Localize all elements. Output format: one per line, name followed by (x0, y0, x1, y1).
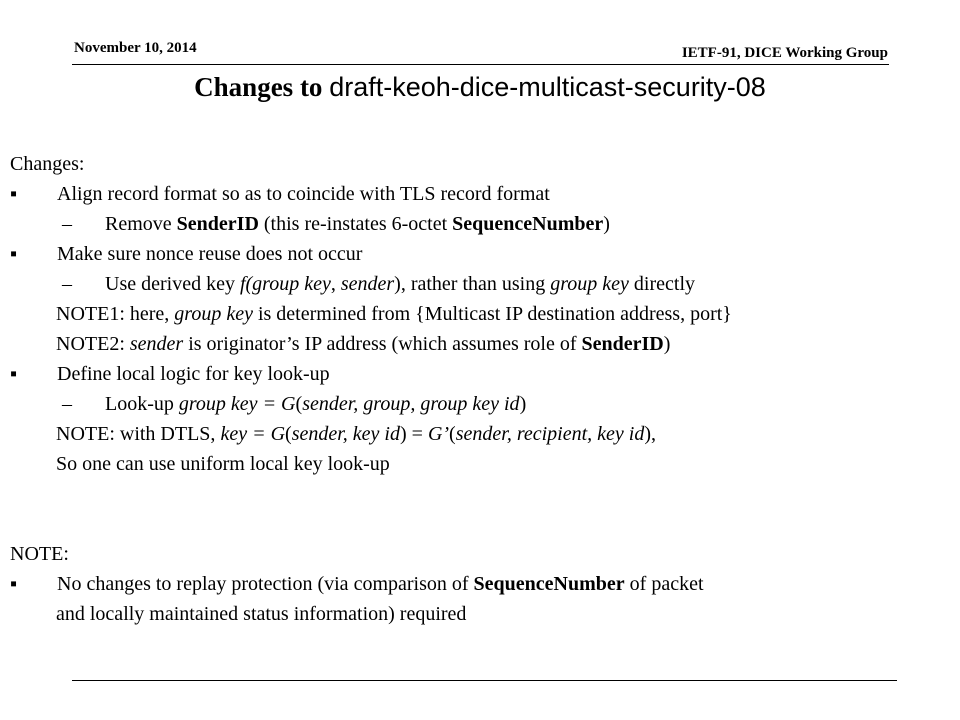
bullet-marker: ▪ (10, 183, 18, 205)
term-group-key: group key (550, 273, 629, 295)
term-sender: sender (129, 333, 184, 355)
text-run: (this re-instates 6-octet (258, 213, 453, 235)
text-run: is originator’s IP address (which assumes role of (183, 333, 582, 355)
bullet-text: Define local logic for key look-up (57, 363, 330, 385)
bullet-marker: ▪ (10, 573, 18, 595)
bullet-marker: ▪ (10, 243, 18, 265)
text-run: ( (449, 423, 456, 445)
text-run: ) (663, 333, 671, 355)
dash-derived-key (10, 269, 955, 299)
note-dtls-line (10, 419, 955, 449)
note1-line (10, 299, 955, 329)
text-run: ), (644, 423, 657, 445)
bullet-text: Align record format so as to coincide with TLS record format (57, 183, 550, 205)
term-sequencenumber: SequenceNumber (473, 573, 625, 595)
dash-marker: – (62, 213, 72, 235)
text-run: Look-up (105, 393, 179, 415)
dash-remove-senderid (10, 209, 955, 239)
text-run: ) = (399, 423, 428, 445)
term-group-key-g: group key = G (178, 393, 296, 415)
footer-divider (72, 680, 897, 681)
header-divider (72, 64, 889, 65)
term-sequencenumber: SequenceNumber (452, 213, 604, 235)
text-run: ( (295, 393, 303, 415)
text-run: , (330, 273, 341, 295)
text-run: Use derived key (105, 273, 240, 295)
term-g-prime: G’ (427, 423, 450, 445)
bullet-align-record-format (10, 179, 955, 209)
slide-body (10, 149, 955, 629)
text-run: Remove (105, 213, 177, 235)
dash-text (105, 269, 695, 299)
dash-marker: – (62, 393, 72, 415)
term-group-key: group key (174, 303, 253, 325)
text-run: No changes to replay protection (via comparison of (57, 573, 474, 595)
dash-marker: – (62, 273, 72, 295)
header-date: November 10, 2014 (74, 40, 197, 56)
note-heading: NOTE: (10, 543, 69, 565)
text-run: NOTE2: (56, 333, 130, 355)
title-prefix: Changes to (194, 72, 323, 102)
term-sender-recipient-keyid: sender, recipient, key id (455, 423, 645, 445)
dash-lookup-group-key (10, 389, 955, 419)
header-working-group: IETF-91, DICE Working Group (681, 45, 888, 61)
term-key-g: key = G (220, 423, 286, 445)
term-sender-keyid: sender, key id (291, 423, 400, 445)
bullet-marker: ▪ (10, 363, 18, 385)
text-run: ( (285, 423, 292, 445)
note2-line (10, 329, 955, 359)
dash-text (105, 209, 610, 239)
bullet-text (57, 569, 704, 599)
text-run: is determined from {Multicast IP destination address, port} (252, 303, 732, 325)
text-run: ) (519, 393, 527, 415)
term-sender: sender (340, 273, 395, 295)
bullet-nonce-reuse (10, 239, 955, 269)
text-run: NOTE: with DTLS, (56, 423, 221, 445)
text-run: ), rather than using (394, 273, 551, 295)
title-draft-name: draft-keoh-dice-multicast-security-08 (329, 72, 766, 102)
slide-title (0, 72, 960, 103)
text-run: of packet (624, 573, 704, 595)
term-sender-group-keyid: sender, group, group key id (302, 393, 520, 415)
changes-heading: Changes: (10, 153, 85, 175)
uniform-lookup-line: So one can use uniform local key look-up (56, 453, 390, 475)
text-run: NOTE1: here, (56, 303, 175, 325)
dash-text (105, 389, 526, 419)
bullet-key-lookup (10, 359, 955, 389)
text-run: directly (628, 273, 696, 295)
term-f-group-key: f(group key (239, 273, 331, 295)
section-spacer (10, 479, 955, 539)
term-senderid: SenderID (176, 213, 259, 235)
replay-protection-continuation: and locally maintained status information) required (56, 603, 467, 625)
bullet-text: Make sure nonce reuse does not occur (57, 243, 363, 265)
bullet-replay-protection (10, 569, 955, 599)
term-senderid: SenderID (581, 333, 664, 355)
text-run: ) (603, 213, 610, 235)
